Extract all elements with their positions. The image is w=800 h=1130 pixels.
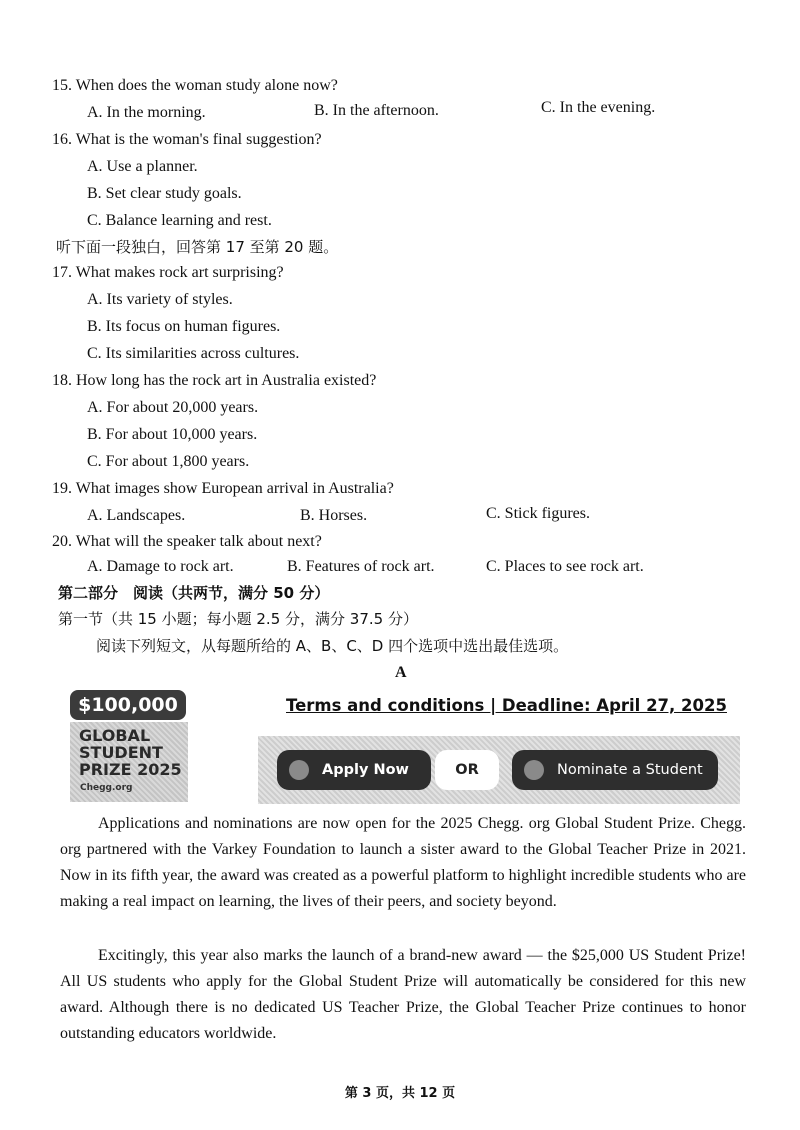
reading-part-heading: 第二部分 阅读（共两节，满分 50 分）: [58, 584, 330, 602]
or-separator: OR: [435, 750, 499, 790]
passage-paragraph-2: Excitingly, this year also marks the launch of a brand-new award — the $25,000 US Student Prize! All US students who apply for the Global Student Prize will automatically be considered for this new award. Although there is no dedicated US Teacher Prize, the Global Teacher Prize continues to honor outstanding educators worldwide.: [60, 947, 746, 1042]
q20-option-b: B. Features of rock art.: [287, 558, 435, 575]
monologue-instruction: 听下面一段独白，回答第 17 至第 20 题。: [56, 238, 339, 256]
question-19: 19. What images show European arrival in Australia?: [52, 480, 394, 497]
passage-label: A: [395, 664, 407, 681]
prize-org: Chegg.org: [80, 783, 133, 793]
q16-option-c: C. Balance learning and rest.: [87, 212, 272, 229]
q15-option-a: A. In the morning.: [87, 104, 206, 121]
question-18: 18. How long has the rock art in Australia existed?: [52, 372, 377, 389]
nominate-student-button: [512, 750, 718, 790]
cursor-icon: [289, 760, 309, 780]
q17-option-c: C. Its similarities across cultures.: [87, 345, 300, 362]
smile-icon: [524, 760, 544, 780]
q18-option-c: C. For about 1,800 years.: [87, 453, 250, 470]
question-16: 16. What is the woman's final suggestion?: [52, 131, 322, 148]
q17-option-b: B. Its focus on human figures.: [87, 318, 281, 335]
prize-line-3: PRIZE 2025: [79, 760, 182, 779]
q15-option-b: B. In the afternoon.: [314, 102, 439, 119]
q19-option-b: B. Horses.: [300, 507, 368, 524]
terms-and-deadline: Terms and conditions | Deadline: April 27, 2025: [286, 696, 727, 715]
q15-option-c: C. In the evening.: [541, 99, 656, 116]
question-15: 15. When does the woman study alone now?: [52, 77, 338, 94]
q19-option-c: C. Stick figures.: [486, 505, 590, 522]
apply-now-button: [277, 750, 431, 790]
question-20: 20. What will the speaker talk about next?: [52, 533, 322, 550]
passage-paragraph-1: Applications and nominations are now open for the 2025 Chegg. org Global Student Prize. Chegg. org partnered with the Varkey Foundation to launch a sister award to the Global Teacher Prize in 2021. Now in its fifth year, the award was created as a powerful platform to highlight incredible students who are making a real impact on learning, the lives of their peers, and society beyond.: [60, 815, 746, 910]
apply-now-label: Apply Now: [322, 762, 409, 778]
prize-logo-text: [79, 727, 182, 778]
question-17: 17. What makes rock art surprising?: [52, 264, 284, 281]
q16-option-a: A. Use a planner.: [87, 158, 198, 175]
page-footer: 第 3 页，共 12 页: [344, 1086, 456, 1101]
nominate-student-label: Nominate a Student: [557, 762, 703, 778]
q16-option-b: B. Set clear study goals.: [87, 185, 242, 202]
reading-section-heading: 第一节（共 15 小题；每小题 2.5 分，满分 37.5 分）: [58, 610, 418, 628]
q19-option-a: A. Landscapes.: [87, 507, 186, 524]
q18-option-a: A. For about 20,000 years.: [87, 399, 259, 416]
prize-logo: [70, 722, 188, 802]
q18-option-b: B. For about 10,000 years.: [87, 426, 258, 443]
prize-line-1: GLOBAL: [79, 726, 151, 745]
prize-amount-badge: $100,000: [70, 690, 186, 720]
prize-line-2: STUDENT: [79, 743, 163, 762]
q17-option-a: A. Its variety of styles.: [87, 291, 233, 308]
q20-option-a: A. Damage to rock art.: [87, 558, 234, 575]
q20-option-c: C. Places to see rock art.: [486, 558, 644, 575]
reading-instruction: 阅读下列短文，从每题所给的 A、B、C、D 四个选项中选出最佳选项。: [96, 637, 569, 655]
